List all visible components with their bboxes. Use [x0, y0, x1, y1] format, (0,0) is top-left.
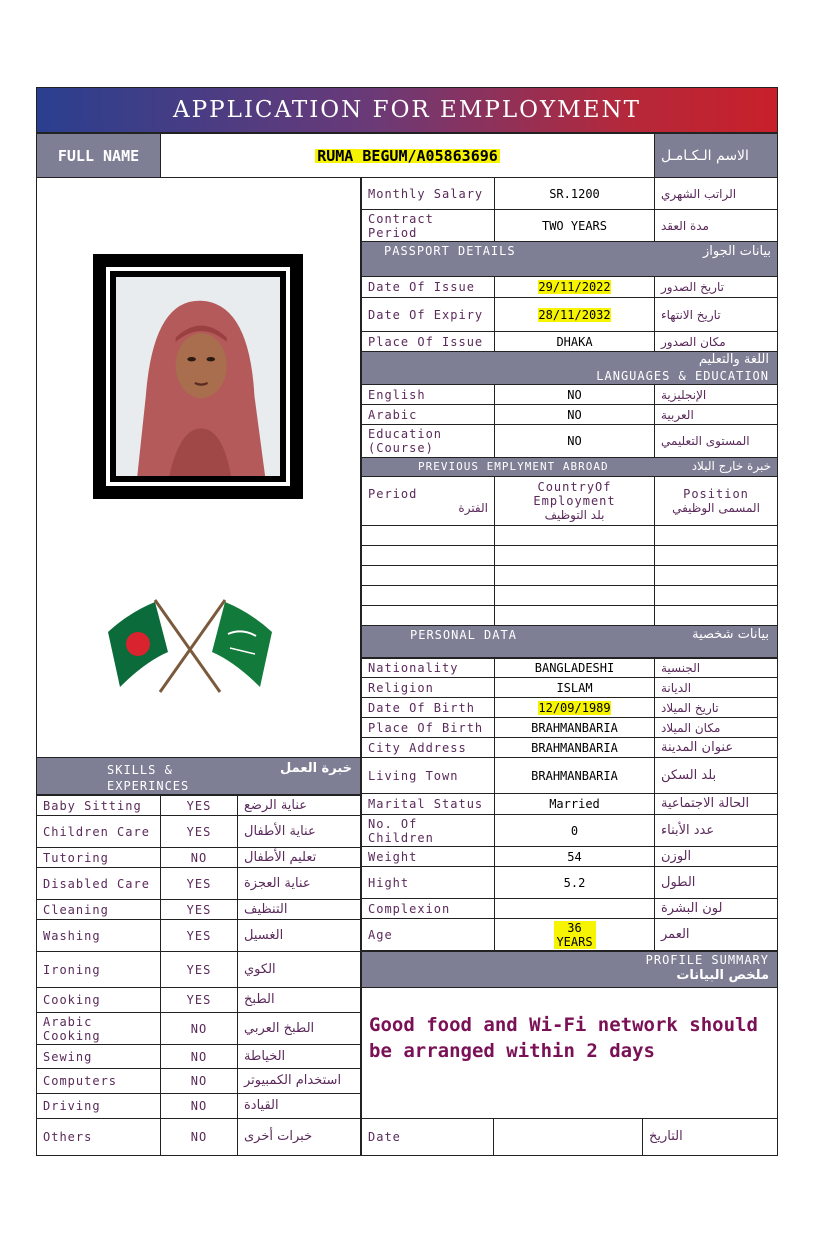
personal-row-value-text: Married — [549, 797, 600, 811]
skill-value: NO — [160, 1118, 238, 1156]
languages-title-ar: اللغة والتعليم — [698, 352, 769, 367]
col-position — [654, 476, 778, 526]
skill-label-ar: استخدام الكمبيوتر — [237, 1068, 361, 1094]
emp-row-cell — [494, 545, 655, 566]
skill-label-ar: التنظيف — [237, 899, 361, 920]
personal-row-value — [494, 793, 655, 815]
skill-label-ar: الطبخ — [237, 987, 361, 1013]
photo-frame — [93, 254, 303, 499]
emp-row-cell — [654, 545, 778, 566]
skill-label: Computers — [36, 1068, 161, 1094]
issue-label: Date Of Issue — [361, 276, 495, 298]
place-issue-value: DHAKA — [494, 331, 655, 352]
skill-value: YES — [160, 987, 238, 1013]
skill-value: YES — [160, 951, 238, 988]
skill-value: NO — [160, 1068, 238, 1094]
col-period — [361, 476, 495, 526]
col-period-label: Period — [368, 487, 418, 501]
personal-row-label: Age — [361, 918, 495, 951]
personal-row-label: Weight — [361, 846, 495, 867]
personal-row-value — [494, 657, 655, 678]
salary-label: Monthly Salary — [361, 177, 495, 210]
skill-label: Baby Sitting — [36, 795, 161, 816]
issue-label-ar: تاريخ الصدور — [654, 276, 778, 298]
skill-label: Sewing — [36, 1044, 161, 1069]
emp-row-cell — [361, 605, 495, 626]
skill-label: Tutoring — [36, 847, 161, 868]
personal-row-label: Nationality — [361, 657, 495, 678]
skill-label-ar: عناية الرضع — [237, 795, 361, 816]
personal-row-label-ar: الديانة — [654, 677, 778, 698]
english-label: English — [361, 384, 495, 405]
skills-title: SKILLS & EXPERINCES — [107, 763, 190, 793]
skill-value: YES — [160, 919, 238, 952]
prev-employment-header — [361, 457, 778, 477]
col-country-label-ar: بلد التوظيف — [544, 508, 605, 522]
prev-employment-title-ar: خبرة خارج البلاد — [691, 459, 771, 473]
personal-row-label-ar: العمر — [654, 918, 778, 951]
salary-label-ar: الراتب الشهري — [654, 177, 778, 210]
date-label: Date — [361, 1118, 494, 1156]
languages-section-header — [361, 351, 778, 385]
emp-row-cell — [361, 585, 495, 606]
personal-row-label: Hight — [361, 866, 495, 899]
arabic-label: Arabic — [361, 404, 495, 425]
issue-value: 29/11/2022 — [538, 280, 611, 294]
skill-value: YES — [160, 795, 238, 816]
emp-row-cell — [361, 525, 495, 546]
profile-summary-title: PROFILE SUMMARY — [645, 953, 769, 967]
personal-row-value-text: ISLAM — [556, 680, 593, 695]
skill-value: NO — [160, 1044, 238, 1069]
personal-row-value — [494, 697, 655, 718]
personal-row-label-ar: عدد الأبناء — [654, 814, 778, 847]
personal-row-value-text: BRAHMANBARIA — [531, 740, 618, 755]
skill-label: Cooking — [36, 987, 161, 1013]
passport-title-ar: بيانات الجواز — [702, 244, 771, 259]
skill-value: YES — [160, 815, 238, 848]
personal-row-label-ar: الحالة الاجتماعية — [654, 793, 778, 815]
skill-label-ar: تعليم الأطفال — [237, 847, 361, 868]
col-period-label-ar: الفترة — [458, 501, 488, 515]
personal-row-label-ar: الجنسية — [654, 657, 778, 678]
full-name-field — [160, 133, 655, 178]
skill-label: Arabic Cooking — [36, 1012, 161, 1045]
english-value: NO — [494, 384, 655, 405]
personal-row-value — [494, 677, 655, 698]
personal-row-value — [494, 846, 655, 867]
contract-label-ar: مدة العقد — [654, 209, 778, 242]
skill-label-ar: عناية الأطفال — [237, 815, 361, 848]
skill-label: Driving — [36, 1093, 161, 1119]
emp-row-cell — [494, 585, 655, 606]
personal-row-value — [494, 737, 655, 758]
personal-row-value-text: BRAHMANBARIA — [531, 768, 618, 783]
personal-row-value-text: 5.2 — [563, 875, 586, 890]
personal-row-label-ar: لون البشرة — [654, 898, 778, 919]
personal-row-value — [494, 898, 655, 919]
emp-row-cell — [654, 605, 778, 626]
personal-row-label: Religion — [361, 677, 495, 698]
personal-row-value-text: BANGLADESHI — [534, 660, 615, 675]
passport-section-header — [361, 241, 778, 277]
education-value: NO — [494, 424, 655, 458]
saudi-flag-icon — [212, 602, 272, 687]
expiry-value: 28/11/2032 — [538, 307, 611, 322]
emp-row-cell — [361, 545, 495, 566]
personal-row-value — [494, 717, 655, 738]
personal-row-label: Living Town — [361, 757, 495, 794]
personal-row-label-ar: مكان الميلاد — [654, 717, 778, 738]
skill-label: Washing — [36, 919, 161, 952]
personal-row-label: Marital Status — [361, 793, 495, 815]
skill-label: Others — [36, 1118, 161, 1156]
issue-field — [494, 276, 655, 298]
english-label-ar: الإنجليزية — [654, 384, 778, 405]
contract-label: Contract Period — [361, 209, 495, 242]
full-name-label: FULL NAME — [36, 133, 161, 178]
skill-label-ar: الخياطة — [237, 1044, 361, 1069]
full-name-value: RUMA BEGUM/A05863696 — [317, 146, 498, 165]
skill-label: Children Care — [36, 815, 161, 848]
date-value — [493, 1118, 643, 1156]
education-label-ar: المستوى التعليمي — [654, 424, 778, 458]
personal-row-label-ar: تاريخ الميلاد — [654, 697, 778, 718]
bangladesh-flag-icon — [108, 602, 168, 687]
skill-value: YES — [160, 899, 238, 920]
skill-label-ar: الكوي — [237, 951, 361, 988]
col-country-label: CountryOf Employment — [533, 480, 616, 508]
expiry-field — [494, 297, 655, 332]
emp-row-cell — [494, 565, 655, 586]
col-country — [494, 476, 655, 526]
prev-employment-title: PREVIOUS EMPLYMENT ABROAD — [418, 460, 609, 473]
personal-title: PERSONAL DATA — [410, 628, 517, 642]
personal-row-value — [494, 814, 655, 847]
expiry-label: Date Of Expiry — [361, 297, 495, 332]
contract-value: TWO YEARS — [494, 209, 655, 242]
skill-label: Ironing — [36, 951, 161, 988]
applicant-photo — [116, 277, 280, 476]
personal-title-ar: بيانات شخصية — [692, 627, 769, 642]
personal-row-label-ar: بلد السكن — [654, 757, 778, 794]
arabic-value: NO — [494, 404, 655, 425]
col-position-label-ar: المسمى الوظيفي — [672, 501, 760, 515]
personal-row-label: City Address — [361, 737, 495, 758]
skill-label-ar: عناية العجزة — [237, 867, 361, 900]
personal-row-value-text: 12/09/1989 — [538, 700, 611, 715]
personal-row-value-text: 0 — [570, 823, 579, 838]
emp-row-cell — [494, 605, 655, 626]
passport-title: PASSPORT DETAILS — [384, 244, 516, 258]
skills-section-header — [36, 757, 361, 795]
arabic-label-ar: العربية — [654, 404, 778, 425]
salary-value: SR.1200 — [494, 177, 655, 210]
flags-illustration — [100, 592, 280, 702]
personal-row-label: Place Of Birth — [361, 717, 495, 738]
profile-summary-title-ar: ملخص البيانات — [676, 968, 769, 983]
skill-label-ar: خبرات أخرى — [237, 1118, 361, 1156]
date-label-ar: التاريخ — [642, 1118, 778, 1156]
skill-label-ar: القيادة — [237, 1093, 361, 1119]
skill-label: Cleaning — [36, 899, 161, 920]
personal-row-value — [494, 918, 655, 951]
personal-row-label: Complexion — [361, 898, 495, 919]
place-issue-label: Place Of Issue — [361, 331, 495, 352]
languages-title: LANGUAGES & EDUCATION — [596, 369, 769, 383]
profile-summary-header — [361, 951, 778, 988]
personal-row-value-text: 54 — [567, 849, 582, 864]
full-name-label-ar: الاسم الـكـامـل — [654, 133, 778, 178]
personal-section-header — [361, 625, 778, 659]
skills-title-ar: خبرة العمل — [280, 761, 352, 776]
personal-row-label: No. Of Children — [361, 814, 495, 847]
emp-row-cell — [654, 585, 778, 606]
personal-row-value — [494, 866, 655, 899]
form-title: APPLICATION FOR EMPLOYMENT — [36, 87, 778, 133]
personal-row-value-text: 36 YEARS — [554, 921, 596, 949]
personal-row-label-ar: عنوان المدينة — [654, 737, 778, 758]
skill-value: NO — [160, 847, 238, 868]
personal-row-label-ar: الطول — [654, 866, 778, 899]
expiry-label-ar: تاريخ الانتهاء — [654, 297, 778, 332]
emp-row-cell — [654, 565, 778, 586]
skill-value: NO — [160, 1012, 238, 1045]
personal-row-value — [494, 757, 655, 794]
skill-label-ar: الغسيل — [237, 919, 361, 952]
personal-row-value-text: BRAHMANBARIA — [531, 720, 618, 735]
emp-row-cell — [494, 525, 655, 546]
col-position-label: Position — [683, 487, 749, 501]
emp-row-cell — [654, 525, 778, 546]
skill-value: NO — [160, 1093, 238, 1119]
education-label: Education (Course) — [361, 424, 495, 458]
personal-row-label-ar: الوزن — [654, 846, 778, 867]
skill-label-ar: الطبخ العربي — [237, 1012, 361, 1045]
personal-row-label: Date Of Birth — [361, 697, 495, 718]
place-issue-label-ar: مكان الصدور — [654, 331, 778, 352]
emp-row-cell — [361, 565, 495, 586]
skill-value: YES — [160, 867, 238, 900]
skill-label: Disabled Care — [36, 867, 161, 900]
profile-summary-text: Good food and Wi-Fi network should be arranged within 2 days — [361, 987, 778, 1119]
